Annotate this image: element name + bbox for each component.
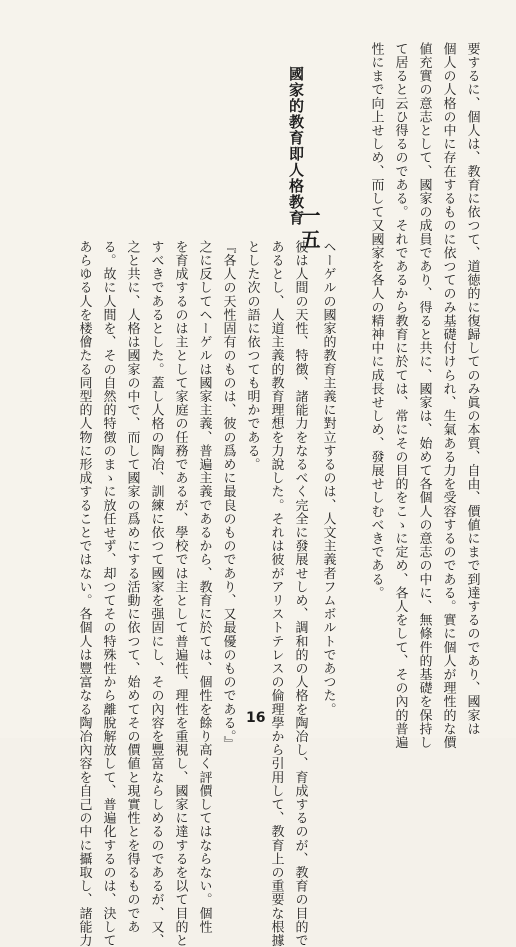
text-column: 要するに、個人は、教育に依つて、道徳的に復歸してのみ眞の本質、自由、價値にまで到達するのであり、國家は bbox=[464, 42, 480, 736]
text-column: 之に反してヘーゲルは國家主義、普遍主義であるから、教育に於ては、個性を餘り高く評價してはならない。個性 bbox=[196, 240, 212, 934]
text-column: る。故に人間を、その自然的特徴のまゝに放任せず、却つてその特殊性から離脫解放して、普遍化するのは、決して bbox=[100, 240, 116, 947]
text-column: 性にまで向上せしめ、而して又國家を各人の精神中に成長せしめ、發展せしむべきである。 bbox=[368, 42, 384, 600]
text-column: あらゆる人を楼儈たる同型的人物に形成することではない。各個人は豐富なる陶冶內容を自己の中に攝取し、諸能力 bbox=[76, 240, 92, 947]
text-column: すべきであるとした。蓋し人格の陶冶、訓練に依つて國家を强固にし、その內容を豐富ならしめるのであるが、又、 bbox=[148, 240, 164, 947]
text-column: 値充實の意志として、國家の成員であり、得ると共に、國家は、始めて各個人の意志の中に、無條件的基礎を保持し bbox=[416, 42, 432, 750]
text-column: とした次の語に依つても明かである。 bbox=[244, 240, 260, 472]
text-column: あるとし、人道主義的教育理想を力說した。それは彼がアリストテレスの倫理學から引用して、教育上の重要な根據 bbox=[268, 240, 284, 947]
text-column: 個人の人格の中に存在するものに依つてのみ基礎付けられ、生氣ある力を受容するのである。實に個人が理性的な價 bbox=[440, 42, 456, 750]
section-number: 一五 bbox=[297, 205, 321, 253]
quote-column: 『各人の天性固有のものは、彼の爲めに最良のものであり、又最優のものである。』 bbox=[220, 240, 236, 751]
section-heading: 國家的教育即人格教育 bbox=[287, 66, 305, 226]
text-column: ヘーゲルの國家的教育主義に對立するのは、人文主義者フムボルトであつた。 bbox=[320, 240, 336, 716]
text-column: 彼は人間の天性、特徴、諸能力をなるべく完全に發展せしめ、調和的の人格を陶冶し、育成するのが、教育の目的で bbox=[292, 240, 308, 947]
text-column: て居ると云ひ得るのである。それであるから教育に於ては、常にその目的をこゝに定め、各人をして、その內的普遍 bbox=[392, 42, 408, 750]
page-number: 16 bbox=[246, 710, 266, 726]
text-column: を育成するのは主として家庭の任務であるが、學校では主として普遍性、理性を重視し、國家に達するを以て目的と bbox=[172, 240, 188, 947]
text-column: 之と共に、人格は國家の中で、而して國家の爲めにする活動に依つて、始めてその價値と現實性とを得るものであ bbox=[124, 240, 140, 934]
